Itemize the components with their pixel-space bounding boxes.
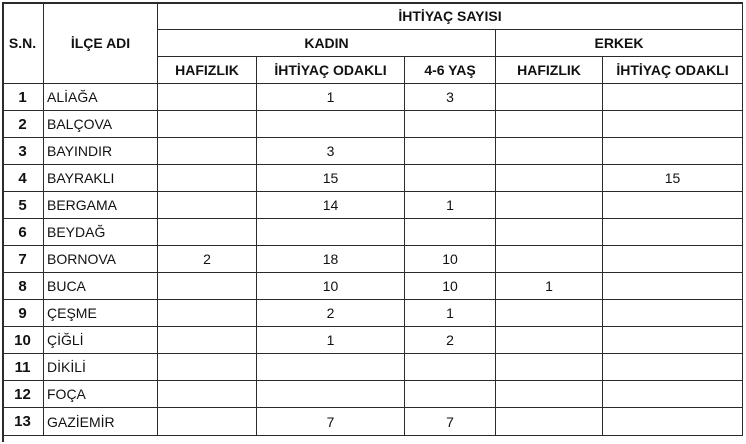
cell-male-ihtiyac-odakli bbox=[603, 111, 743, 138]
cell-female-ihtiyac-odakli: 1 bbox=[257, 84, 405, 111]
cell-female-hafizlik bbox=[158, 138, 257, 165]
cell-sn: 11 bbox=[2, 354, 44, 381]
cell-district: GAZİEMİR bbox=[44, 408, 158, 436]
cell-female-ihtiyac-odakli: 10 bbox=[257, 273, 405, 300]
cell-district: DİKİLİ bbox=[44, 354, 158, 381]
cell-male-ihtiyac-odakli bbox=[603, 273, 743, 300]
cell-district: ÇEŞME bbox=[44, 300, 158, 327]
cell-sn: 13 bbox=[2, 408, 44, 436]
cell-female-hafizlik bbox=[158, 219, 257, 246]
cell-sn: 3 bbox=[2, 138, 44, 165]
cell-district: BERGAMA bbox=[44, 192, 158, 219]
cell-female-ihtiyac-odakli: 18 bbox=[257, 246, 405, 273]
cell-female-ihtiyac-odakli bbox=[257, 381, 405, 408]
cell-female-hafizlik bbox=[158, 165, 257, 192]
cell-male-ihtiyac-odakli bbox=[603, 354, 743, 381]
cell-female-ihtiyac-odakli: 15 bbox=[257, 165, 405, 192]
cell-male-hafizlik bbox=[496, 408, 603, 436]
cell-female-hafizlik bbox=[158, 327, 257, 354]
cell-sn: 5 bbox=[2, 192, 44, 219]
cell-sn: 9 bbox=[2, 300, 44, 327]
cell-female-ihtiyac-odakli: 1 bbox=[257, 327, 405, 354]
cell-district: BALÇOVA bbox=[44, 111, 158, 138]
cell-female-ihtiyac-odakli bbox=[257, 219, 405, 246]
cell-female-hafizlik bbox=[158, 354, 257, 381]
cell-female-hafizlik bbox=[158, 408, 257, 436]
header-sn: S.N. bbox=[2, 2, 44, 84]
header-district: İLÇE ADI bbox=[44, 2, 158, 84]
cell-female-hafizlik bbox=[158, 381, 257, 408]
cell-female-4-6-yas: 10 bbox=[405, 273, 496, 300]
cell-female-4-6-yas bbox=[405, 219, 496, 246]
cell-sn: 8 bbox=[2, 273, 44, 300]
cell-male-hafizlik bbox=[496, 327, 603, 354]
header-female-4-6-yas: 4-6 YAŞ bbox=[405, 57, 496, 84]
cell-district: BAYINDIR bbox=[44, 138, 158, 165]
header-female: KADIN bbox=[158, 30, 496, 57]
cell-female-4-6-yas bbox=[405, 165, 496, 192]
cell-female-ihtiyac-odakli: 2 bbox=[257, 300, 405, 327]
header-female-hafizlik: HAFIZLIK bbox=[158, 57, 257, 84]
cell-male-ihtiyac-odakli bbox=[603, 84, 743, 111]
cell-male-hafizlik bbox=[496, 300, 603, 327]
cell-district: ÇİĞLİ bbox=[44, 327, 158, 354]
cell-female-hafizlik bbox=[158, 84, 257, 111]
cell-female-4-6-yas: 2 bbox=[405, 327, 496, 354]
cell-male-ihtiyac-odakli bbox=[603, 381, 743, 408]
cell-female-4-6-yas bbox=[405, 111, 496, 138]
cell-male-hafizlik bbox=[496, 354, 603, 381]
cell-male-ihtiyac-odakli bbox=[603, 219, 743, 246]
cell-male-ihtiyac-odakli bbox=[603, 138, 743, 165]
cell-male-hafizlik bbox=[496, 165, 603, 192]
cell-male-hafizlik bbox=[496, 219, 603, 246]
cell-male-hafizlik bbox=[496, 84, 603, 111]
cell-male-ihtiyac-odakli bbox=[603, 246, 743, 273]
cell-male-hafizlik: 1 bbox=[496, 273, 603, 300]
cell-female-4-6-yas bbox=[405, 138, 496, 165]
cell-district: BAYRAKLI bbox=[44, 165, 158, 192]
cell-district: BUCA bbox=[44, 273, 158, 300]
cell-female-ihtiyac-odakli: 14 bbox=[257, 192, 405, 219]
cell-male-ihtiyac-odakli bbox=[603, 300, 743, 327]
cell-female-ihtiyac-odakli bbox=[257, 111, 405, 138]
cell-sn: 12 bbox=[2, 381, 44, 408]
cell-female-ihtiyac-odakli: 7 bbox=[257, 408, 405, 436]
cell-female-ihtiyac-odakli bbox=[257, 354, 405, 381]
cell-female-hafizlik bbox=[158, 111, 257, 138]
cell-sn: 1 bbox=[2, 84, 44, 111]
cell-female-4-6-yas: 7 bbox=[405, 408, 496, 436]
cell-sn: 7 bbox=[2, 246, 44, 273]
header-male-ihtiyac-odakli: İHTİYAÇ ODAKLI bbox=[603, 57, 743, 84]
cell-male-hafizlik bbox=[496, 111, 603, 138]
cell-female-4-6-yas: 10 bbox=[405, 246, 496, 273]
cell-male-hafizlik bbox=[496, 192, 603, 219]
cell-female-4-6-yas: 1 bbox=[405, 300, 496, 327]
cell-female-hafizlik bbox=[158, 192, 257, 219]
cell-male-hafizlik bbox=[496, 246, 603, 273]
cell-male-ihtiyac-odakli bbox=[603, 192, 743, 219]
cell-sn: 4 bbox=[2, 165, 44, 192]
cell-sn: 6 bbox=[2, 219, 44, 246]
cell-male-hafizlik bbox=[496, 381, 603, 408]
cell-district: BORNOVA bbox=[44, 246, 158, 273]
cell-district: BEYDAĞ bbox=[44, 219, 158, 246]
cell-male-ihtiyac-odakli bbox=[603, 408, 743, 436]
needs-table bbox=[2, 2, 743, 442]
cell-male-hafizlik bbox=[496, 138, 603, 165]
cell-female-4-6-yas: 3 bbox=[405, 84, 496, 111]
cell-sn: 2 bbox=[2, 111, 44, 138]
cell-female-hafizlik bbox=[158, 273, 257, 300]
cell-female-hafizlik bbox=[158, 300, 257, 327]
cell-female-ihtiyac-odakli: 3 bbox=[257, 138, 405, 165]
header-need-count: İHTİYAÇ SAYISI bbox=[158, 2, 743, 30]
cell-female-4-6-yas bbox=[405, 354, 496, 381]
header-male: ERKEK bbox=[496, 30, 743, 57]
cell-female-4-6-yas bbox=[405, 381, 496, 408]
cell-sn: 10 bbox=[2, 327, 44, 354]
cell-district: ALİAĞA bbox=[44, 84, 158, 111]
cell-female-4-6-yas: 1 bbox=[405, 192, 496, 219]
header-male-hafizlik: HAFIZLIK bbox=[496, 57, 603, 84]
cell-male-ihtiyac-odakli bbox=[603, 327, 743, 354]
cell-male-ihtiyac-odakli: 15 bbox=[603, 165, 743, 192]
header-female-ihtiyac-odakli: İHTİYAÇ ODAKLI bbox=[257, 57, 405, 84]
cell-district: FOÇA bbox=[44, 381, 158, 408]
cell-female-hafizlik: 2 bbox=[158, 246, 257, 273]
